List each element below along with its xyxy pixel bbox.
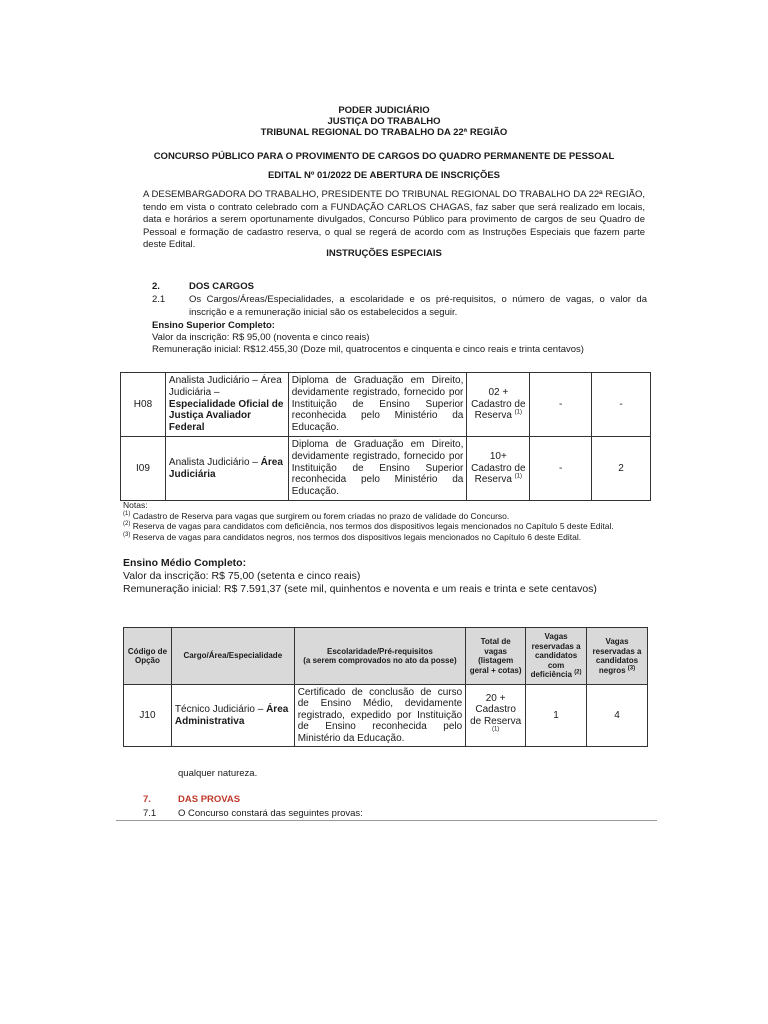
section-2-title: DOS CARGOS	[189, 281, 254, 292]
header-codigo: Código de Opção	[124, 628, 172, 685]
footnote-ref: (2)	[574, 669, 582, 676]
table-row	[121, 437, 651, 501]
vagas-negros-cell: 4	[587, 685, 648, 747]
superior-title: Ensino Superior Completo:	[152, 320, 275, 331]
requisitos-cell: Diploma de Graduação em Direito, devidamente registrado, fornecido por Instituição de Ensino Superior reconhecida pelo Ministério da Educação.	[288, 437, 467, 501]
cargo-specialty: Especialidade Oficial de Justiça Avaliador Federal	[168, 398, 284, 434]
header-line-1: PODER JUDICIÁRIO	[338, 105, 430, 116]
note-3	[123, 532, 663, 543]
cargo-specialty: Área Judiciária	[168, 456, 283, 480]
header-negros-text: Vagas reservadas a candidatos negros	[592, 637, 642, 675]
option-code: H08	[121, 373, 166, 437]
section-7-number: 7.	[143, 794, 151, 805]
superior-remuneracao: Remuneração inicial: R$12.455,30 (Doze mil, quatrocentos e cinquenta e cinco reais e trinta centavos)	[152, 344, 584, 355]
header-block	[0, 105, 768, 138]
footnote-ref: (3)	[627, 664, 636, 671]
vagas-cell	[466, 685, 526, 747]
notes-title: Notas:	[123, 500, 148, 510]
vagas-negros-cell: -	[592, 373, 651, 437]
cargo-text: Analista Judiciário –	[168, 456, 261, 468]
section-2-1-number: 2.1	[152, 294, 166, 305]
footnote-marker: (1)	[123, 510, 131, 517]
medio-valor: Valor da inscrição: R$ 75,00 (setenta e cinco reais)	[123, 570, 361, 582]
note-1	[123, 511, 663, 522]
header-vagas-deficiencia	[526, 628, 587, 685]
medio-title: Ensino Médio Completo:	[123, 557, 247, 569]
vagas-deficiencia-cell: -	[530, 373, 592, 437]
cargo-text: Analista Judiciário – Área Judiciária –	[168, 375, 282, 398]
note-2	[123, 521, 663, 532]
section-7-1-text: O Concurso constará das seguintes provas:	[178, 808, 363, 819]
header-vagas-negros	[587, 628, 648, 685]
section-7-title: DAS PROVAS	[178, 794, 241, 805]
footnote-marker: (2)	[123, 521, 131, 528]
footnote-ref: (1)	[514, 474, 523, 481]
cargo-cell	[171, 685, 294, 747]
vagas-text: 02 + Cadastro de Reserva	[471, 386, 526, 422]
header-line-3: TRIBUNAL REGIONAL DO TRABALHO DA 22ª REGIÃO	[260, 127, 508, 138]
header-def-text: Vagas reservadas a candidatos com deficiência	[530, 632, 581, 680]
medio-remuneracao: Remuneração inicial: R$ 7.591,37 (sete mil, quinhentos e noventa e um reais e trinta e sete centavos)	[123, 583, 597, 595]
superior-valor: Valor da inscrição: R$ 95,00 (noventa e cinco reais)	[152, 332, 370, 343]
option-code: J10	[124, 685, 172, 747]
vagas-negros-cell: 2	[592, 437, 651, 501]
section-2-number: 2.	[152, 281, 160, 292]
note-text: Cadastro de Reserva para vagas que surgirem ou forem criadas no prazo de validade do Concurso.	[130, 510, 510, 521]
option-code: I09	[121, 437, 166, 501]
table-row	[124, 685, 648, 747]
concurso-title: CONCURSO PÚBLICO PARA O PROVIMENTO DE CARGOS DO QUADRO PERMANENTE DE PESSOAL	[153, 151, 615, 162]
requisitos-cell: Certificado de conclusão de curso de Ensino Médio, devidamente registrado, expedido por Instituição de Ensino reconhecida pelo Ministério da Educação.	[294, 685, 465, 747]
edital-title: EDITAL Nº 01/2022 DE ABERTURA DE INSCRIÇÕES	[267, 170, 501, 181]
footnote-ref: (1)	[514, 410, 523, 417]
fragment-text: qualquer natureza.	[178, 768, 258, 779]
vagas-text: 10+ Cadastro de Reserva	[471, 450, 526, 486]
header-escolaridade	[294, 628, 465, 685]
notes-block	[123, 500, 663, 542]
cargo-text: Técnico Judiciário –	[174, 704, 267, 715]
medio-table	[123, 627, 648, 747]
note-text: Reserva de vagas para candidatos com deficiência, nos termos dos dispositivos legais mencionados no Capítulo 5 deste Edital.	[130, 521, 614, 531]
vagas-text: 20 + Cadastro de Reserva	[470, 692, 522, 727]
section-2-1-text: Os Cargos/Áreas/Especialidades, a escolaridade e os pré-requisitos, o número de vagas, o valor da inscrição e a remuneração inicial são os estabelecidos a seguir.	[189, 294, 647, 318]
header-line-2: JUSTIÇA DO TRABALHO	[327, 116, 441, 127]
table-header-row	[124, 628, 648, 685]
vagas-cell	[467, 373, 530, 437]
header-escolaridade-main: Escolaridade/Pré-requisitos	[327, 646, 433, 656]
cargo-specialty: Área Administrativa	[174, 704, 289, 727]
page-divider	[116, 820, 657, 821]
header-escolaridade-sub: (a serem comprovados no ato da posse)	[303, 656, 457, 665]
instrucoes-title: INSTRUÇÕES ESPECIAIS	[326, 248, 442, 259]
superior-table	[120, 372, 651, 501]
header-total-vagas: Total de vagas (listagem geral + cotas)	[466, 628, 526, 685]
vagas-cell	[467, 437, 530, 501]
table-row	[121, 373, 651, 437]
intro-paragraph: A DESEMBARGADORA DO TRABALHO, PRESIDENTE DO TRIBUNAL REGIONAL DO TRABALHO DA 22ª REGIÃO, tendo em vista o contrato celebrado com a FUNDAÇÃO CARLOS CHAGAS, faz saber que será realizado em locais, data e horários a serem oportunamente divulgados, Concurso Público para provimento de cargos de seu Quadro de Pessoal e formação de cadastro reserva, o qual se regerá de acordo com as Instruções Especiais que fazem parte deste Edital.	[143, 189, 645, 250]
vagas-deficiencia-cell: 1	[526, 685, 587, 747]
footnote-ref: (1)	[491, 726, 500, 733]
vagas-deficiencia-cell: -	[530, 437, 592, 501]
cargo-cell	[165, 437, 288, 501]
requisitos-cell: Diploma de Graduação em Direito, devidamente registrado, fornecido por Instituição de Ensino Superior reconhecida pelo Ministério da Educação.	[288, 373, 467, 437]
cargo-cell	[165, 373, 288, 437]
note-text: Reserva de vagas para candidatos negros, nos termos dos dispositivos legais mencionados no Capítulo 6 deste Edital.	[130, 531, 582, 542]
footnote-marker: (3)	[123, 531, 131, 538]
section-7-1-number: 7.1	[143, 808, 157, 819]
header-cargo: Cargo/Área/Especialidade	[171, 628, 294, 685]
